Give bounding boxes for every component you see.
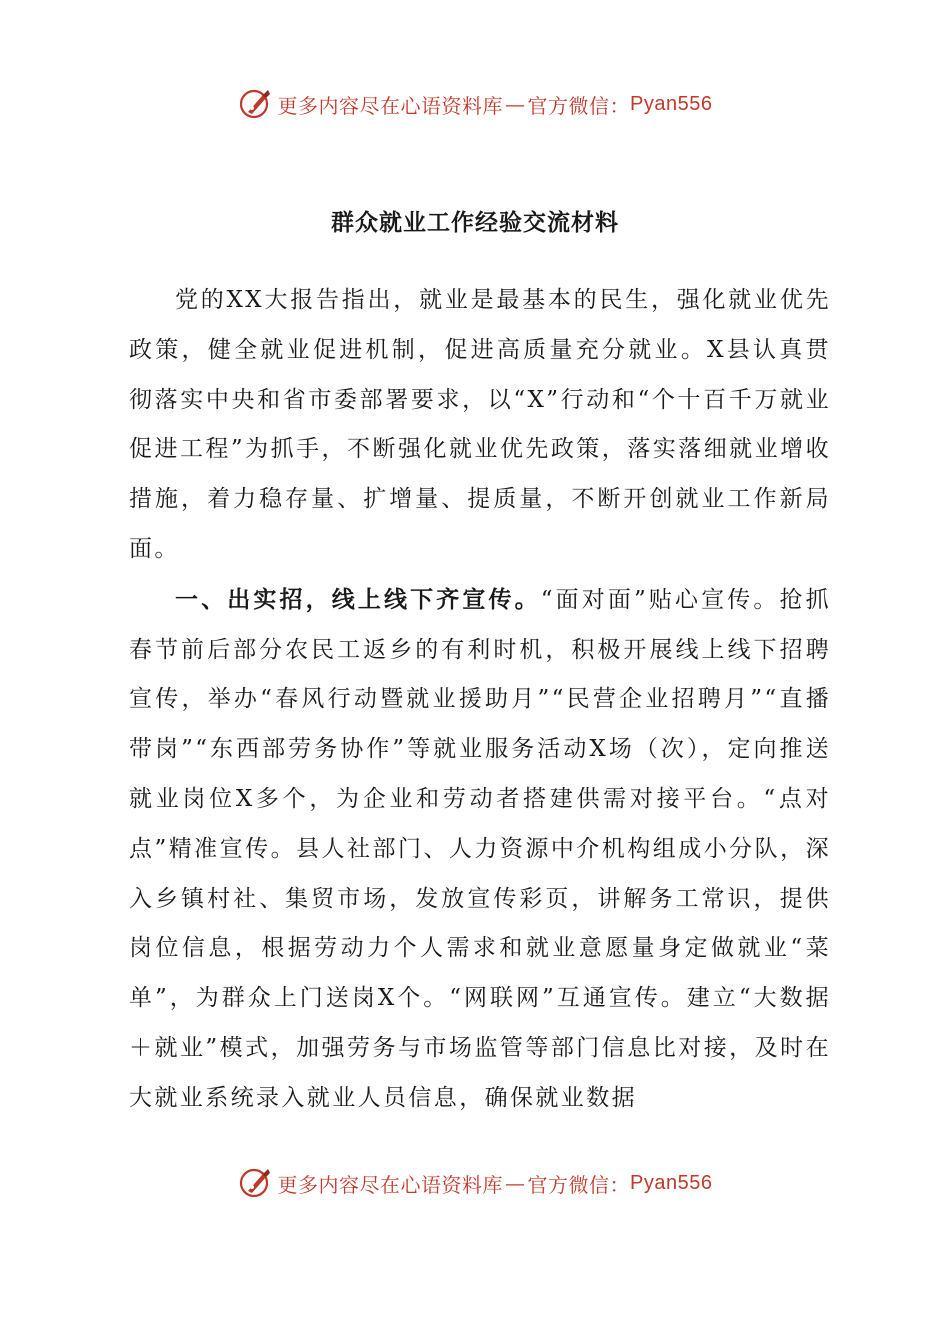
intro-paragraph: 党的XX大报告指出，就业是最基本的民生，强化就业优先政策，健全就业促进机制，促进高质量充分就业。X县认真贯彻落实中央和省市委部署要求，以“X”行动和“个十百千万就业促进工程”为抓手，不断强化就业优先政策，落实落细就业增收措施，着力稳存量、扩增量、提质量，不断开创就业工作新局面。 <box>129 287 831 562</box>
watermark-brand: 更多内容尽在心语资料库 <box>277 93 504 118</box>
header-watermark <box>0 84 950 124</box>
document-title: 群众就业工作经验交流材料 <box>331 209 619 236</box>
watermark-separator: — <box>505 92 526 116</box>
section-text: “面对面”贴心宣传。抢抓春节前后部分农民工返乡的有利时机，积极开展线上线下招聘宣传，举办“春风行动暨就业援助月”“民营企业招聘月”“直播带岗”“东西部劳务协作”等就业服务活动X场（次），定向推送就业岗位X多个，为企业和劳动者搭建供需对接平台。“点对点”精准宣传。县人社部门、人力资源中介机构组成小分队，深入乡镇村社、集贸市场，发放宣传彩页，讲解务工常识，提供岗位信息，根据劳动力个人需求和就业意愿量身定做就业“菜单”，为群众上门送岗X个。“网联网”互通宣传。建立“大数据＋就业”模式，加强劳务与市场监管等部门信息比对接，及时在大就业系统录入就业人员信息，确保就业数据 <box>129 586 831 1111</box>
watermark-separator: — <box>505 1171 526 1195</box>
watermark-contact-label: 官方微信： <box>527 1172 631 1197</box>
footer-watermark <box>0 1163 950 1203</box>
pen-logo-icon <box>238 86 274 122</box>
section-paragraph <box>129 575 831 1124</box>
watermark-brand: 更多内容尽在心语资料库 <box>277 1172 504 1197</box>
document-body <box>129 276 831 1124</box>
section-heading: 一、出实招，线上线下齐宣传。 <box>175 585 541 613</box>
watermark-wechat-id: Pyan556 <box>630 92 713 115</box>
watermark-wechat-id: Pyan556 <box>630 1171 713 1194</box>
watermark-contact-label: 官方微信： <box>527 93 631 118</box>
pen-logo-icon <box>238 1165 274 1201</box>
